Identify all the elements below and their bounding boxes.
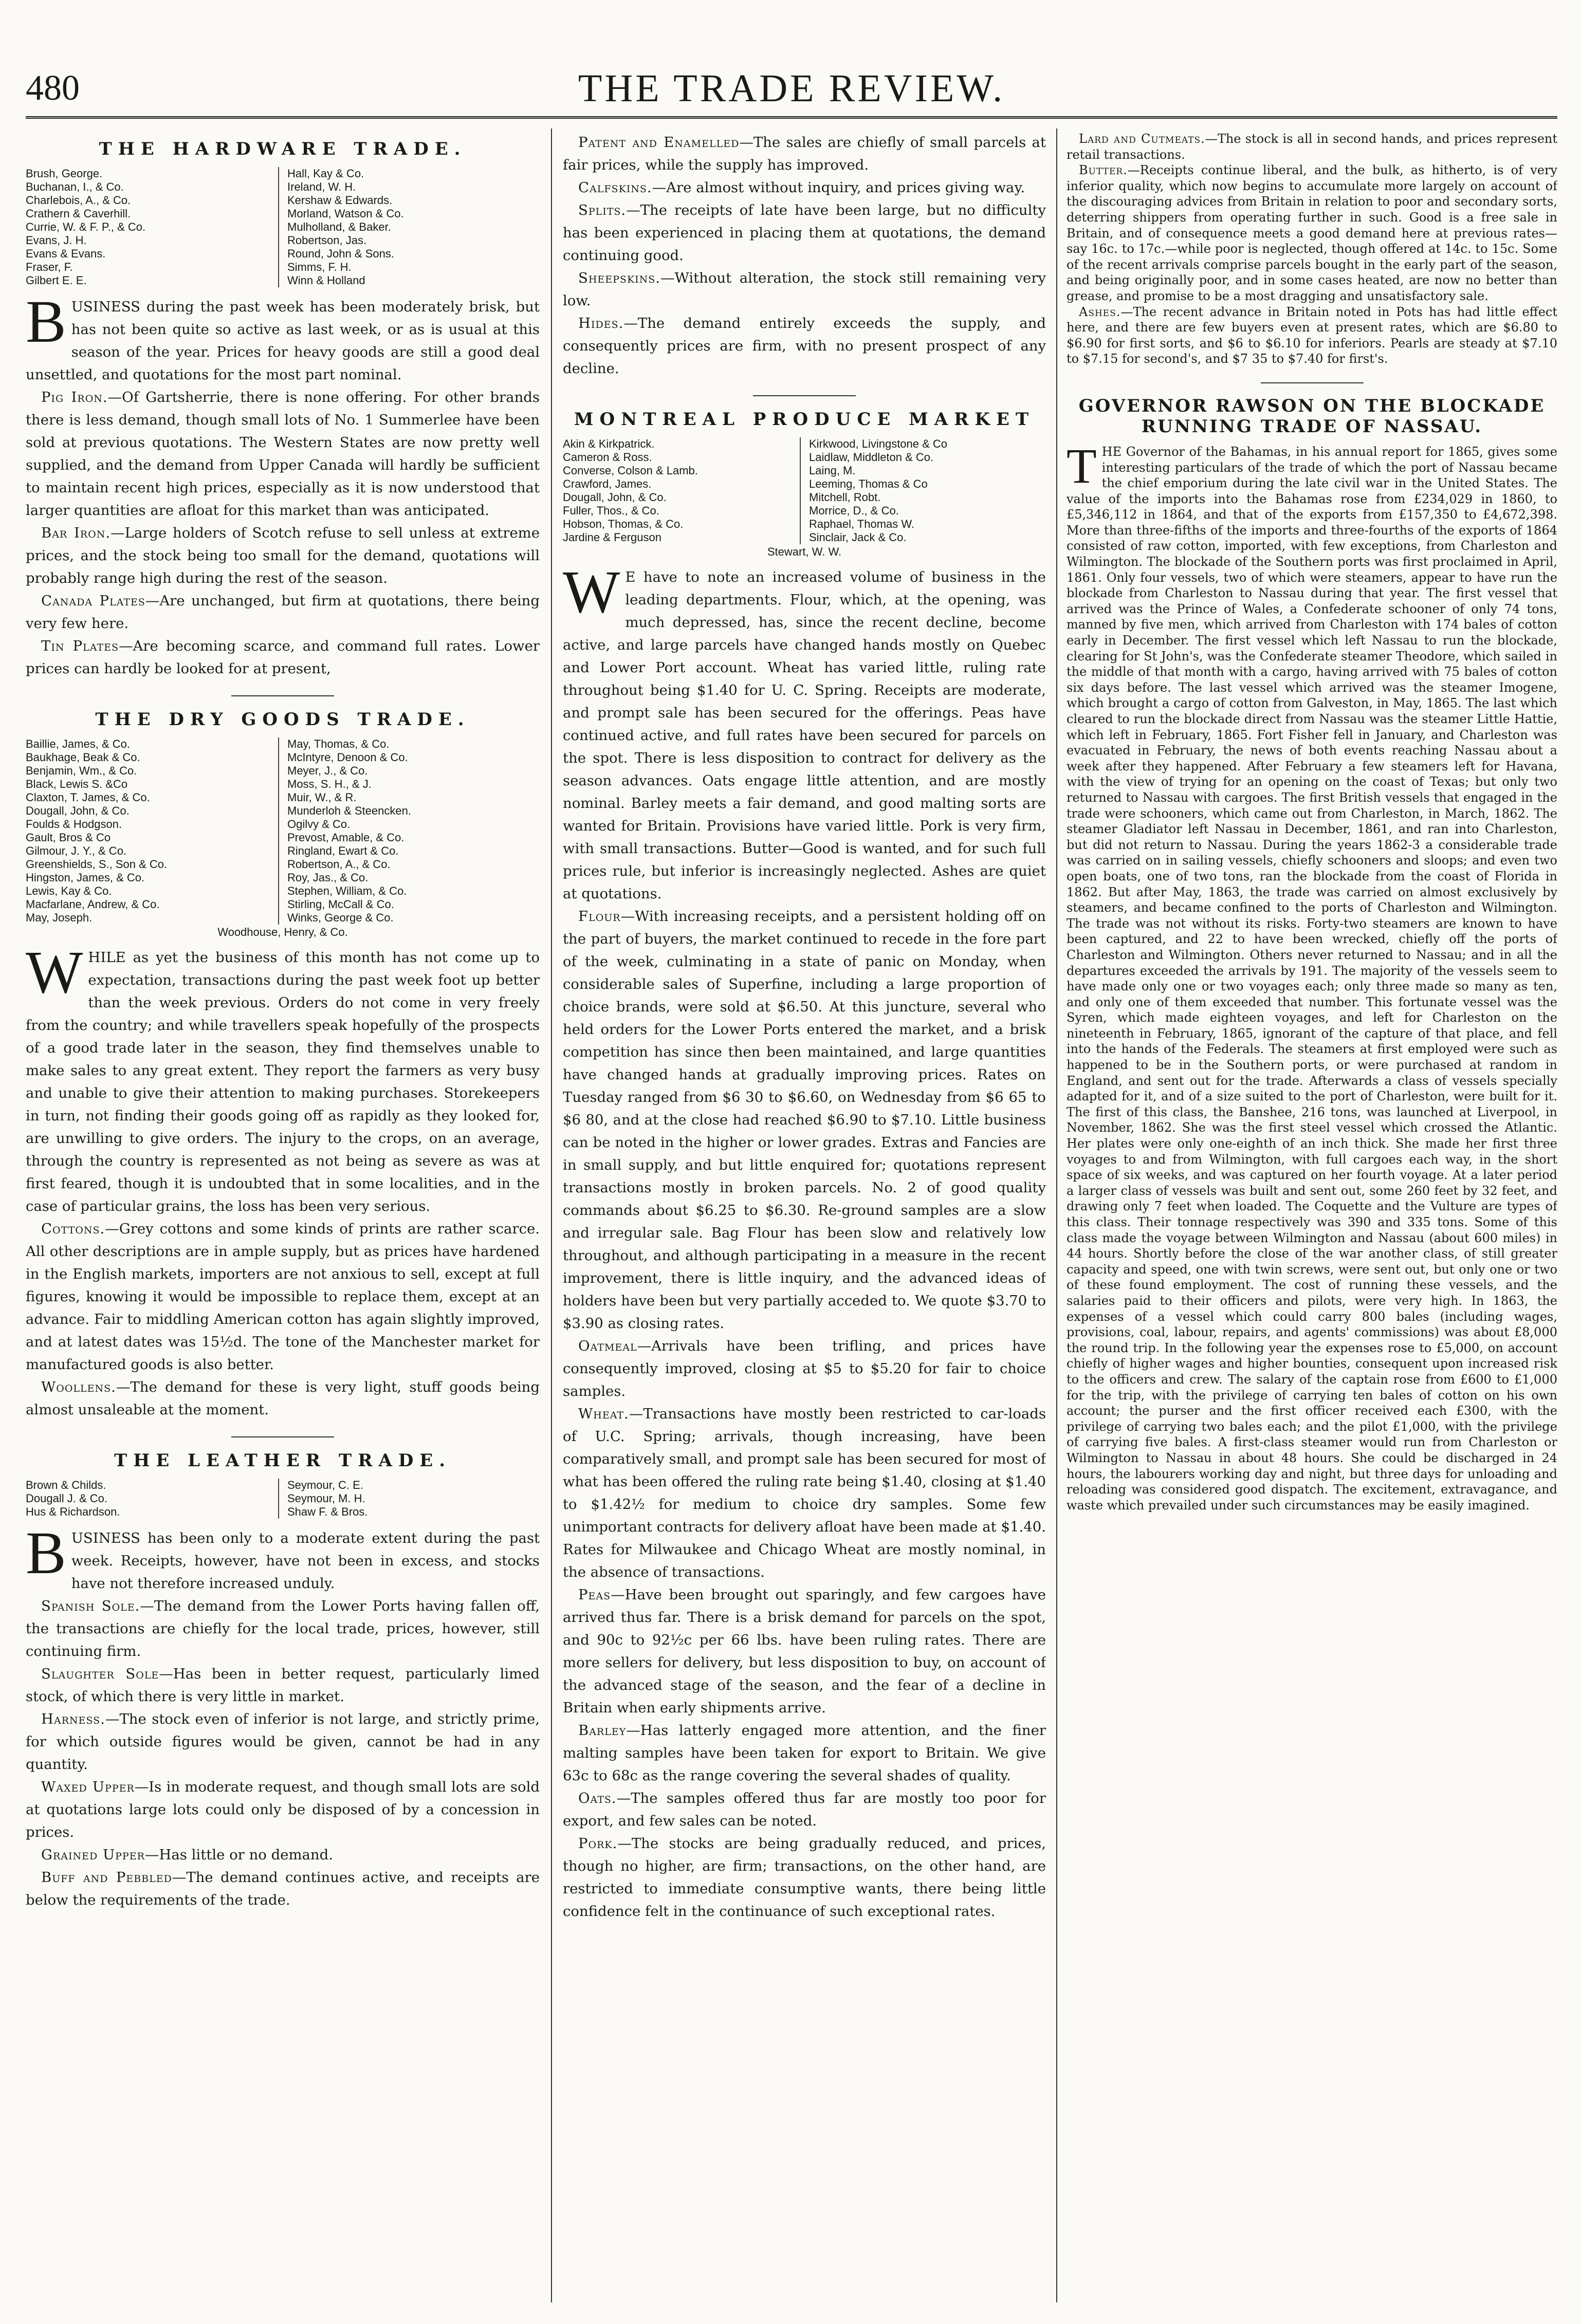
section-divider — [231, 1436, 334, 1437]
market-paragraph — [26, 386, 540, 522]
paragraph-heading: Woollens. — [41, 1379, 116, 1395]
journal-title: THE TRADE REVIEW. — [578, 67, 1005, 110]
blockade-title: GOVERNOR RAWSON ON THE BLOCKADE RUNNING TRADE OF NASSAU. — [1078, 395, 1546, 437]
paragraph-heading: Flour — [578, 908, 621, 925]
paragraph-text: —Receipts continue liberal, and the bulk, as hitherto, is of very inferior quality, which now begins to accumulate more largely on account of the discouraging advices from Britain in relation to poor and secondary sorts, deterring shippers from operating further in such. Good is a free sale in Britain, and of consequence meets a good demand here at previous rates—say 16c. to 17c.—while poor is neglected, though offered at 14c. to 15c. Some of the recent arrivals comprise parcels bought in the early part of the season, and being originally poor, and in some cases heated, are now no better than grease, and promise to be a most dragging and unsatisfactory sale. — [1067, 163, 1557, 303]
paragraph-heading: Sheepskins. — [578, 270, 661, 286]
paragraph-heading: Barley — [578, 1722, 627, 1739]
paragraph-heading: Waxed Upper — [41, 1779, 135, 1795]
drop-cap: T — [1067, 438, 1097, 493]
market-paragraph — [563, 1787, 1046, 1832]
firm-name: Crawford, James. — [563, 477, 652, 490]
firm-name: Kirkwood, Livingstone & Co — [809, 437, 948, 450]
section-divider — [1261, 382, 1364, 383]
paragraph-heading: Harness. — [41, 1711, 105, 1727]
firm-name: Winn & Holland — [287, 274, 365, 287]
paragraph-text: —The stocks are being gradually reduced, and prices, though no higher, are firm; transactions, on the other hand, are restricted to immediate consumptive wants, there being little confidence felt in the continuance of such exceptional rates. — [563, 1835, 1046, 1920]
paragraph-heading: Calfskins. — [578, 179, 652, 196]
market-paragraph — [563, 1832, 1046, 1923]
blockade-article: THE Governor of the Bahamas, in his annual report for 1865, gives some interesting particulars of the trade of which the port of Nassau became the chief emporium during the late civil war in the United States. The value of the imports into the Bahamas rose from £234,029 in 1860, to £5,346,112 in 1864, and that of the exports from £157,350 to £4,672,398. More than three-fifths of the imports and three-fourths of the exports of 1864 consisted of raw cotton, imported, with few exceptions, from Charleston and Wilmington. The blockade of the Southern ports was first proclaimed in April, 1861. Only four vessels, two of which were steamers, appear to have run the blockade from Charleston to Nassau during that year. The first vessel that arrived was the Prince of Wales, a Confederate schooner of only 74 tons, manned by five men, which arrived from Charleston with 174 bales of cotton early in December. The first vessel which left Nassau to run the blockade, clearing for St John's, was the Confederate steamer Theodore, which sailed in the middle of that month with a cargo, having arrived with 75 bales of cotton six days before. The last vessel which arrived was the steamer Imogene, which brought a cargo of cotton from Galveston, in May, 1865. The last which cleared to run the blockade direct from Nassau was the steamer Little Hattie, which left in February, 1865. Fort Fisher fell in January, and Charleston was evacuated in February, the news of both events reaching Nassau about a week after they happened. After February a few steamers left for Havana, with the view of trying for an opening on the coast of Texas; but only two returned to Nassau with cargoes. The first British vessels that engaged in the trade were schooners, which came out from Charleston, in March, 1862. The steamer Gladiator left Nassau in December, 1861, and ran into Charleston, but did not return to Nassau. During the years 1862-3 a considerable trade was carried on in sailing vessels, chiefly schooners and sloops; and even two open boats, one of two tons, ran the blockade from the coast of Florida in 1862. But after May, 1863, the trade was carried on almost exclusively by steamers, and became confined to the ports of Charleston and Wilmington. The trade was not without its risks. Forty-two steamers are known to have been captured, and 22 to have been wrecked, chiefly off the ports of Charleston and Wilmington. Others never returned to Nassau; and in all the departures exceeded the arrivals by 191. The majority of the vessels seem to have made only one or two voyages each; only three made so many as ten, and only one of them exceeded that number. This fortunate vessel was the Syren, which made eighteen voyages, and left for Charleston on the nineteenth in February, 1865, ignorant of the capture of that place, and fell into the hands of the Federals. The steamers at first employed were such as happened to be in the Southern ports, or were purchased at random in England, and sent out for the trade. Afterwards a class of vessels specially adapted for it, and of a size suited to the port of Charleston, were built for it. The first of this class, the Banshee, 216 tons, was launched at Liverpool, in November, 1862. She was the first steel vessel which crossed the Atlantic. Her plates were only one-eighth of an inch thick. She made her first three voyages to and from Wilmington, with full cargoes each way, in the short space of six weeks, and was captured on her fourth voyage. At a later period a larger class of vessels was built and sent out, some 260 feet by 32 feet, and drawing only 7 feet when loaded. The Coquette and the Vulture are types of this class. Their tonnage respectively was 390 and 335 tons. Some of this class made the voyage between Wilmington and Nassau (about 600 miles) in 44 hours. Shortly before the close of the war another class, of still greater capacity and speed, one with twin screws, were sent out, but only one or two of these found employment. The cost of running these vessels, and the salaries paid to their officers and pilots, were very high. In 1863, the expenses of a vessel which could carry 800 bales (including wages, provisions, coal, labour, repairs, and agents' commissions) was about £8,000 the round trip. In the following year the expenses rose to £5,000, on account chiefly of higher wages and higher bounties, consequent upon increased risk to the officers and crew. The salary of the captain rose from £600 to £1,000 for the trip, with the privilege of carrying ten bales of cotton on his own account; the purser and the first officer received each £300, with the privilege of carrying two bales each; and the pilot £1,000, with the privilege of carrying five bales. A first-class steamer would run from Charleston or Wilmington to Nassau in about 48 hours. She could be discharged in 24 hours, the labourers working day and night, but three days for unloading and reloading was considered good dispatch. The excitement, extravagance, and waste which prevailed under such circumstances may be easily imagined. — [1067, 438, 1557, 1513]
market-paragraph — [563, 131, 1046, 176]
firm-name: Prevost, Amable, & Co. — [287, 831, 405, 844]
firm-name: Evans & Evans. — [26, 247, 106, 260]
market-paragraph — [26, 1663, 540, 1708]
firm-name: Sinclair, Jack & Co. — [809, 531, 907, 544]
firm-name: Gilbert E. E. — [26, 274, 87, 287]
paragraph-text: —Of Gartsherrie, there is none offering. For other brands there is less demand, though small lots of No. 1 Summerlee have been sold at previous quotations. The Western States are now pretty well supplied, and the demand from Upper Canada will hardly be sufficient to maintain recent high prices, especially as it is now understood that larger quantities are afloat for this market than was anticipated. — [26, 389, 540, 519]
market-paragraph — [26, 635, 540, 680]
paragraph-text: —Without alteration, the stock still remaining very low. — [563, 270, 1046, 309]
paragraph-heading: Grained Upper — [41, 1847, 145, 1863]
drop-cap: W — [563, 558, 620, 625]
market-paragraph — [1067, 162, 1557, 304]
firm-name: Muir, W., & R. — [287, 791, 357, 804]
firm-name: May, Joseph. — [26, 911, 93, 924]
paragraph-text: —The demand for these is very light, stuff goods being almost unsaleable at the moment. — [26, 1379, 540, 1418]
firm-name: Buchanan, I., & Co. — [26, 180, 124, 193]
firm-name: McIntyre, Denoon & Co. — [287, 751, 408, 764]
paragraph-heading: Splits. — [578, 202, 627, 218]
paragraph-heading: Pork. — [578, 1835, 618, 1852]
market-paragraph — [26, 1708, 540, 1776]
page-header — [26, 67, 1557, 119]
market-paragraph — [563, 199, 1046, 267]
paragraph-text: —The demand from the Lower Ports having fallen off, the transactions are chiefly for the local trade, prices, however, still continuing firm. — [26, 1598, 540, 1659]
firm-name: Charlebois, A., & Co. — [26, 194, 131, 207]
paragraph-text: —Are almost without inquiry, and prices giving way. — [652, 179, 1025, 196]
firm-name: Hus & Richardson. — [26, 1505, 120, 1518]
firm-name: Gilmour, J. Y., & Co. — [26, 844, 127, 857]
market-paragraph — [26, 1376, 540, 1421]
market-paragraph — [26, 1843, 540, 1866]
paragraph-text: —Is in moderate request, and though small lots are sold at quotations large lots could only be disposed of by a concession in prices. — [26, 1779, 540, 1840]
paragraph-text: —Arrivals have been trifling, and prices have consequently improved, closing at $5 to $5.20 for fair to choice samples. — [563, 1338, 1046, 1399]
firm-name: Dougall J. & Co. — [26, 1492, 107, 1505]
firm-name: Morrice, D., & Co. — [809, 504, 899, 517]
produce-paragraphs-col2 — [563, 905, 1046, 1923]
firm-name: Kershaw & Edwards. — [287, 194, 393, 207]
paragraph-heading: Peas — [578, 1587, 611, 1603]
paragraph-text: —Have been brought out sparingly, and few cargoes have arrived thus far. There is a brisk demand for parcels on the spot, and 90c to 92½c per 66 lbs. have been ruling rates. There are more sellers for delivery, but less disposition to buy, on account of the advanced stage of the season, and the fear of a decline in Britain when early shipments arrive. — [563, 1587, 1046, 1716]
market-paragraph — [563, 905, 1046, 1335]
firm-name: Roy, Jas., & Co. — [287, 871, 369, 884]
market-paragraph — [563, 1335, 1046, 1403]
paragraph-heading: Buff and Pebbled — [41, 1869, 172, 1886]
paragraph-heading: Slaughter Sole — [41, 1666, 159, 1682]
leather-title: THE LEATHER TRADE. — [114, 1450, 452, 1471]
hardware-firm-list — [26, 167, 540, 287]
paragraph-heading: Cottons. — [41, 1221, 105, 1237]
paragraph-text: —Are unchanged, but firm at quotations, there being very few here. — [26, 593, 540, 632]
produce-firms-left — [563, 437, 800, 544]
paragraph-heading: Hides. — [578, 315, 624, 331]
leather-firms-right — [278, 1479, 540, 1519]
firm-name: Lewis, Kay & Co. — [26, 884, 112, 897]
firm-name: Hall, Kay & Co. — [287, 167, 364, 180]
firm-name: Greenshields, S., Son & Co. — [26, 858, 168, 871]
paragraph-text: —Grey cottons and some kinds of prints are rather scarce. All other descriptions are in ample supply, but as prices have hardened in the English markets, importers are not anxious to sell, except at full figures, knowing it would be impossible to replace them, except at an advance. Fair to middling American cotton has again slightly improved, and at latest dates was 15½d. The tone of the Manchester market for manufactured goods is also better. — [26, 1221, 540, 1373]
market-paragraph — [563, 1719, 1046, 1787]
paragraph-text: —The stock is all in second hands, and prices represent retail transactions. — [1067, 132, 1557, 162]
paragraph-heading: Oats. — [578, 1790, 617, 1806]
drop-cap: W — [26, 938, 83, 1006]
leather-intro: BUSINESS has been only to a moderate extent during the past week. Receipts, however, have not been in excess, and stocks have not therefore increased unduly. — [26, 1519, 540, 1592]
dry-goods-firms-footer: Woodhouse, Henry, & Co. — [217, 926, 348, 938]
market-paragraph — [26, 1866, 540, 1911]
firm-name: Hobson, Thomas, & Co. — [563, 518, 684, 530]
paragraph-heading: Spanish Sole. — [41, 1598, 140, 1614]
hardware-title: THE HARDWARE TRADE. — [99, 139, 467, 159]
dry-goods-intro: WHILE as yet the business of this month has not come up to expectation, transactions during the past week foot up better than the week previous. Orders do not come in very freely from the country; and while travellers speak hopefully of the prospects of a good trade later in the season, they find themselves unable to make sales to any great extent. They report the farmers as very busy and unable to give their attention to making purchases. Storekeepers in turn, not finding their goods going off as rapidly as they looked for, are unwilling to give orders. The injury to the crops, on an average, through the country is represented as not being as severe as was at first feared, though it is undoubted that in some localities, and in the case of particular grains, the loss has been very serious. — [26, 938, 540, 1214]
paragraph-heading: Pig Iron. — [41, 389, 108, 405]
firm-name: Mitchell, Robt. — [809, 491, 881, 504]
paragraph-text: —The samples offered thus far are mostly too poor for export, and few sales can be noted. — [563, 1790, 1046, 1829]
produce-firms-right — [800, 437, 1046, 544]
firm-name: Robertson, Jas. — [287, 234, 367, 247]
firm-name: Morland, Watson & Co. — [287, 207, 404, 220]
paragraph-text: —Has latterly engaged more attention, and the finer malting samples have been taken for export to Britain. We give 63c to 68c as the range covering the several shades of quality. — [563, 1722, 1046, 1784]
hardware-firms-right — [278, 167, 540, 287]
firm-name: Currie, W. & F. P., & Co. — [26, 220, 146, 233]
paragraph-heading: Tin Plates — [41, 638, 119, 654]
section-divider — [753, 395, 856, 396]
dry-goods-paragraphs — [26, 1218, 540, 1421]
paragraph-text: —The demand entirely exceeds the supply, and consequently prices are firm, with no present prospect of any decline. — [563, 315, 1046, 377]
paragraph-text: —The recent advance in Britain noted in Pots has had little effect here, and there are few buyers even at present rates, which are $6.80 to $6.90 for first sorts, and $6 to $6.10 for inferiors. Pearls are steady at $7.10 to $7.15 for second's, and $7 35 to $7.40 for first's. — [1067, 304, 1557, 366]
paragraph-heading: Canada Plates — [41, 593, 145, 609]
firm-name: Baukhage, Beak & Co. — [26, 751, 140, 764]
column-2 — [563, 131, 1046, 2300]
column-rule-1 — [551, 128, 552, 2302]
market-paragraph — [1067, 131, 1557, 162]
market-paragraph — [563, 1583, 1046, 1719]
paragraph-heading: Bar Iron. — [41, 525, 111, 541]
paragraph-text: —The receipts of late have been large, but no difficulty has been experienced in placing them at quotations, the demand continuing good. — [563, 202, 1046, 264]
firm-name: Munderloh & Steencken. — [287, 804, 411, 817]
produce-title: MONTREAL PRODUCE MARKET — [574, 409, 1035, 430]
column-1 — [26, 131, 540, 2300]
paragraph-text: —The stock even of inferior is not large, and strictly prime, for which outside figures would be given, cannot be had in any quantity. — [26, 1711, 540, 1773]
paragraph-text: —Has little or no demand. — [144, 1847, 333, 1863]
dry-goods-firms-left — [26, 737, 278, 925]
firm-name: Converse, Colson & Lamb. — [563, 464, 698, 477]
firm-name: Seymour, C. E. — [287, 1479, 363, 1491]
market-paragraph — [563, 267, 1046, 312]
firm-name: Seymour, M. H. — [287, 1492, 365, 1505]
firm-name: Claxton, T. James, & Co. — [26, 791, 150, 804]
paragraph-text: —The sales are chiefly of small parcels at fair prices, while the supply has improved. — [563, 134, 1046, 173]
paragraph-text: —Are becoming scarce, and command full rates. Lower prices can hardly be looked for at present, — [26, 638, 540, 677]
firm-name: Jardine & Ferguson — [563, 531, 661, 544]
firm-name: Mulholland, & Baker. — [287, 220, 391, 233]
firm-name: Brown & Childs. — [26, 1479, 106, 1491]
firm-name: Black, Lewis S. &Co — [26, 778, 128, 790]
firm-name: Dougall, John, & Co. — [563, 491, 667, 504]
firm-name: Gault, Bros & Co — [26, 831, 111, 844]
paragraph-heading: Wheat. — [578, 1406, 629, 1422]
firm-name: Moss, S. H., & J. — [287, 778, 372, 790]
produce-firms-footer: Stewart, W. W. — [767, 545, 842, 558]
market-paragraph — [26, 522, 540, 589]
hardware-paragraphs — [26, 386, 540, 680]
firm-name: Winks, George & Co. — [287, 911, 394, 924]
firm-name: Evans, J. H. — [26, 234, 87, 247]
market-paragraph — [563, 312, 1046, 380]
hardware-firms-left — [26, 167, 278, 287]
drop-cap: B — [26, 1519, 66, 1587]
column-rule-2 — [1056, 128, 1057, 2302]
firm-name: May, Thomas, & Co. — [287, 737, 390, 750]
market-paragraph — [1067, 304, 1557, 367]
firm-name: Dougall, John, & Co. — [26, 804, 130, 817]
firm-name: Ringland, Ewart & Co. — [287, 844, 399, 857]
paragraph-text: —Large holders of Scotch refuse to sell unless at extreme prices, and the stock being too small for the demand, quotations will probably range high during the rest of the season. — [26, 525, 540, 586]
firm-name: Akin & Kirkpatrick. — [563, 437, 655, 450]
firm-name: Laing, M. — [809, 464, 856, 477]
dry-goods-firms-right — [278, 737, 540, 925]
produce-intro: W E have to note an increased volume of business in the leading departments. Flour, which, at the opening, was much depressed, has, since the recent decline, become active, and large parcels have changed hands mostly on Quebec and Lower Port account. Wheat has varied little, ruling rate throughout being $1.40 for U. C. Spring. Receipts are moderate, and prompt sale has been secured for the offerings. Peas have continued active, and full rates have been secured for parcels on the spot. There is less disposition to contract for delivery as the season advances. Oats engage little attention, and are mostly nominal. Barley meets a fair demand, and good malting sorts are wanted for Britain. Provisions have varied little. Pork is very firm, with small transactions. Butter—Good is wanted, and for such full prices rule, but inferior is increasingly neglected. Ashes are quiet at quotations. — [563, 558, 1046, 902]
firm-name: Leeming, Thomas & Co — [809, 477, 928, 490]
paragraph-text: —With increasing receipts, and a persistent holding off on the part of buyers, the market continued to recede in the fore part of the week, culminating in a state of panic on Monday, when considerable sales of Superfine, including a large proportion of choice brands, were sold at $6.50. At this juncture, several who held orders for the Lower Ports entered the market, and a brisk competition has since then been maintained, and large quantities have changed hands at gradually improving prices. Rates on Tuesday ranged from $6 30 to $6.60, on Wednesday from $6 65 to $6 80, and at the close had reached $6.90 to $7.10. Little business can be noted in the higher or lower grades. Extras and Fancies are in small supply, and but little enquired for; quotations represent transactions mostly in broken parcels. No. 2 of good quality commands about $6.25 to $6.30. Re-ground samples are a slow and irregular sale. Bag Flour has been slow and relatively low throughout, and although participating in a measure in the recent improvement, there is little inquiry, and the advanced ideas of holders have been but very partially acceded to. We quote $3.70 to $3.90 as closing rates. — [563, 908, 1046, 1332]
firm-name: Fuller, Thos., & Co. — [563, 504, 659, 517]
paragraph-text: —Transactions have mostly been restricted to car-loads of U.C. Spring; arrivals, though increasing, have been comparatively small, and prompt sale has been secured for most of what has been offered the ruling rate being $1.40, closing at $1.40 to $1.42½ for medium to choice dry samples. Some few unimportant contracts for delivery afloat have been made at $1.40. Rates for Milwaukee and Chicago Wheat are mostly nominal, in the absence of transactions. — [563, 1406, 1046, 1580]
paragraph-heading: Lard and Cutmeats. — [1079, 132, 1205, 146]
leather-paragraphs-col1 — [26, 1595, 540, 1911]
firm-name: Macfarlane, Andrew, & Co. — [26, 898, 160, 911]
hardware-intro: BUSINESS during the past week has been moderately brisk, but has not been quite so active as last week, or as is usual at this season of the year. Prices for heavy goods are still a good deal unsettled, and quotations for the most part nominal. — [26, 288, 540, 383]
dry-goods-firm-list — [26, 737, 540, 925]
drop-cap: B — [26, 288, 66, 355]
market-paragraph — [563, 176, 1046, 199]
firm-name: Ireland, W. H. — [287, 180, 356, 193]
firm-name: Simms, F. H. — [287, 261, 352, 273]
firm-name: Meyer, J., & Co. — [287, 764, 368, 777]
page-number: 480 — [26, 68, 80, 108]
paragraph-text: —Has been in better request, particularly limed stock, of which there is very little in market. — [26, 1666, 540, 1705]
firm-name: Cameron & Ross. — [563, 451, 652, 464]
leather-firm-list — [26, 1479, 540, 1519]
market-paragraph — [26, 1776, 540, 1843]
paragraph-heading: Butter. — [1079, 163, 1128, 178]
paragraph-heading: Ashes. — [1079, 304, 1121, 319]
market-paragraph — [26, 1218, 540, 1376]
firm-name: Robertson, A., & Co. — [287, 858, 391, 871]
firm-name: Laidlaw, Middleton & Co. — [809, 451, 934, 464]
produce-paragraphs-col3 — [1067, 131, 1557, 367]
market-paragraph — [563, 1403, 1046, 1583]
firm-name: Benjamin, Wm., & Co. — [26, 764, 137, 777]
firm-name: Crathern & Caverhill. — [26, 207, 131, 220]
leather-paragraphs-col2 — [563, 131, 1046, 380]
firm-name: Baillie, James, & Co. — [26, 737, 130, 750]
firm-name: Shaw F. & Bros. — [287, 1505, 368, 1518]
paragraph-text: —The demand continues active, and receipts are below the requirements of the trade. — [26, 1869, 540, 1908]
firm-name: Foulds & Hodgson. — [26, 818, 122, 831]
section-divider — [231, 695, 334, 696]
market-paragraph — [26, 589, 540, 635]
paragraph-heading: Oatmeal — [578, 1338, 637, 1354]
column-3 — [1067, 131, 1557, 2300]
firm-name: Brush, George. — [26, 167, 103, 180]
market-paragraph — [26, 1595, 540, 1663]
firm-name: Raphael, Thomas W. — [809, 518, 915, 530]
produce-firm-list — [563, 437, 1046, 544]
dry-goods-title: THE DRY GOODS TRADE. — [95, 709, 470, 730]
firm-name: Stephen, William, & Co. — [287, 884, 407, 897]
firm-name: Fraser, F. — [26, 261, 73, 273]
paragraph-heading: Patent and Enamelled — [578, 134, 740, 151]
firm-name: Hingston, James, & Co. — [26, 871, 145, 884]
firm-name: Ogilvy & Co. — [287, 818, 351, 831]
leather-firms-left — [26, 1479, 278, 1519]
firm-name: Stirling, McCall & Co. — [287, 898, 394, 911]
firm-name: Round, John & Sons. — [287, 247, 394, 260]
